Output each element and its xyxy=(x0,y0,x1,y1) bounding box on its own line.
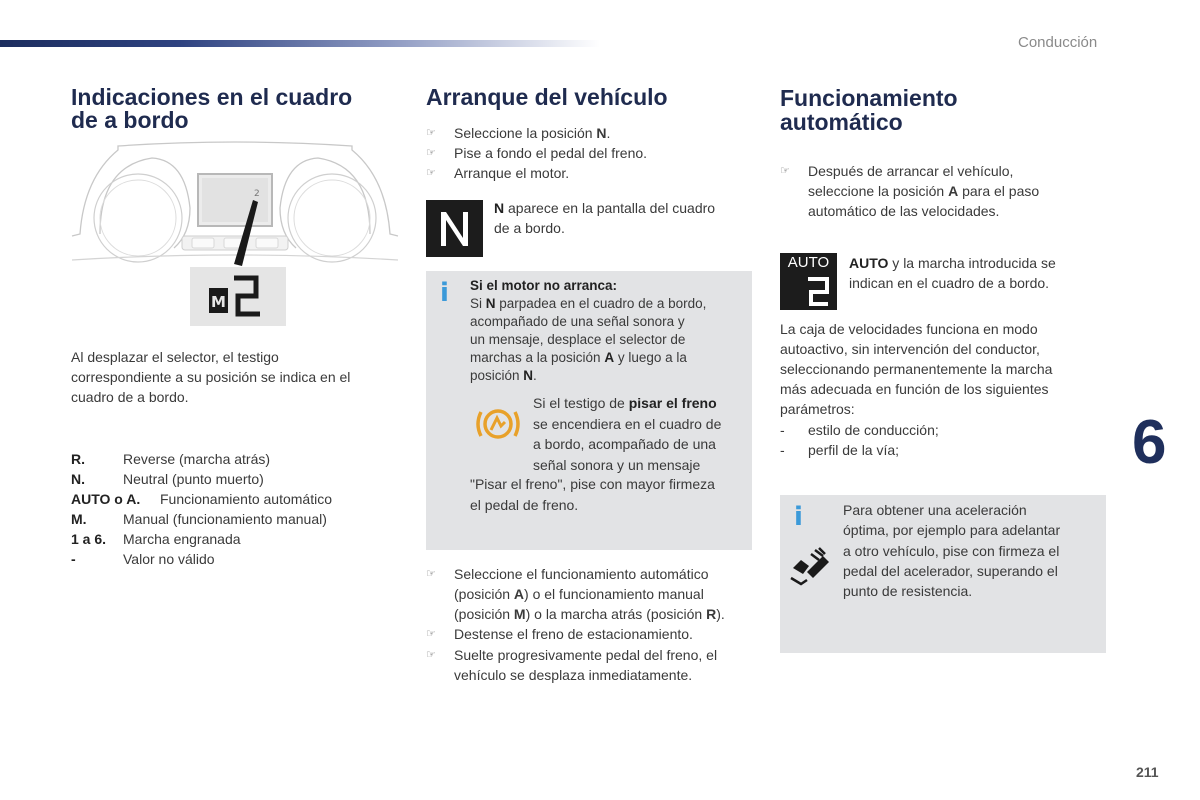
drive-step-2: ☞ Destense el freno de estacionamiento. xyxy=(426,626,693,642)
svg-text:2: 2 xyxy=(254,189,260,199)
auto-gearbox-paragraph: La caja de velocidades funciona en modo autoactivo, sin intervención del conductor, seleccionando permanentemente la marcha más adecuada en función de los siguientes parámetros: xyxy=(780,321,1053,417)
instrument-cluster-illustration xyxy=(70,138,400,333)
legend-key: AUTO o A. xyxy=(71,491,141,507)
section-name: Conducción xyxy=(1018,34,1098,51)
col1-title: Indicaciones en el cuadro de a bordo xyxy=(71,84,353,133)
legend-key: 1 a 6. xyxy=(71,531,107,547)
pointing-hand-icon: ☞ xyxy=(426,568,436,580)
auto-step: ☞ Después de arrancar el vehículo, seleccione la posición A para el paso automático de las velocidades. xyxy=(780,163,1040,219)
param-item-2: - perfil de la vía; xyxy=(780,442,900,458)
auto-display-tile xyxy=(780,253,837,310)
neutral-n-icon xyxy=(426,200,483,257)
drive-step-1: ☞ Seleccione el funcionamiento automático (posición A) o el funcionamiento manual (posición M) o la marcha atrás (posición R). xyxy=(426,566,725,622)
pointing-hand-icon: ☞ xyxy=(780,165,790,177)
n-display-tile xyxy=(426,200,483,257)
auto-mode-label: AUTO xyxy=(787,254,830,271)
legend-desc: Reverse (marcha atrás) xyxy=(123,451,271,467)
col3-title: Funcionamiento automático xyxy=(780,85,958,135)
gear-digit-icon xyxy=(780,253,837,310)
param-item-1: - estilo de conducción; xyxy=(780,422,939,438)
auto-display-note: AUTO y la marcha introducida se indican en el cuadro de a bordo. xyxy=(849,255,1056,291)
col1-intro-paragraph: Al desplazar el selector, el testigo correspondiente a su posición se indica en el cuadro de a bordo. xyxy=(71,349,351,405)
col2-title: Arranque del vehículo xyxy=(426,84,668,110)
legend-desc: Marcha engranada xyxy=(123,531,241,547)
engine-no-start-text: Si el motor no arranca: Si N parpadea en el cuadro de a bordo, acompañado de una señal sonora y un mensaje, desplace el selector de marchas a la posición A y luego a la posición N. xyxy=(470,278,707,383)
pointing-hand-icon: ☞ xyxy=(426,628,436,640)
accelerator-pedal-icon xyxy=(787,546,833,586)
chapter-number: 6 xyxy=(1132,408,1167,477)
info-icon: i xyxy=(440,278,449,308)
legend-desc: Manual (funcionamiento manual) xyxy=(123,511,327,527)
legend-key: M. xyxy=(71,511,87,527)
drive-step-3: ☞ Suelte progresivamente pedal del freno, el vehículo se desplaza inmediatamente. xyxy=(426,647,718,683)
legend-desc: Funcionamiento automático xyxy=(160,491,332,507)
brake-warning-icon xyxy=(472,404,524,444)
pointing-hand-icon: ☞ xyxy=(426,649,436,661)
pointing-hand-icon: ☞ xyxy=(426,127,436,139)
acceleration-info-text: Para obtener una aceleración óptima, por ejemplo para adelantar a otro vehículo, pise con firmeza el pedal del acelerador, superando el punto de resistencia. xyxy=(843,502,1061,600)
legend-row xyxy=(71,469,264,489)
n-display-note: N aparece en la pantalla del cuadro de a bordo. xyxy=(494,200,716,236)
info-icon: i xyxy=(794,502,803,532)
legend-key: N. xyxy=(71,471,85,487)
legend-row xyxy=(71,509,327,529)
legend-desc: Valor no válido xyxy=(123,551,215,567)
pointing-hand-icon: ☞ xyxy=(426,147,436,159)
page-number: 211 xyxy=(1136,764,1159,780)
legend-row xyxy=(71,449,270,469)
legend-key: R. xyxy=(71,451,85,467)
start-step-1: ☞ Seleccione la posición N. xyxy=(426,125,611,141)
start-step-2: ☞ Pise a fondo el pedal del freno. xyxy=(426,145,648,161)
legend-key: - xyxy=(71,551,76,567)
cluster-mode-indicator: M xyxy=(211,293,226,311)
start-step-3: ☞ Arranque el motor. xyxy=(426,165,570,181)
legend-row xyxy=(71,549,215,569)
brake-warning-text: Si el testigo de pisar el freno se encendiera en el cuadro de a bordo, acompañado de una señal sonora y un mensaje xyxy=(533,395,722,473)
pointing-hand-icon: ☞ xyxy=(426,167,436,179)
header-gradient-bar xyxy=(0,40,600,47)
legend-row xyxy=(71,529,241,549)
brake-warning-text-cont: "Pisar el freno", pise con mayor firmeza el pedal de freno. xyxy=(470,476,715,513)
legend-row xyxy=(71,489,332,509)
legend-desc: Neutral (punto muerto) xyxy=(123,471,264,487)
